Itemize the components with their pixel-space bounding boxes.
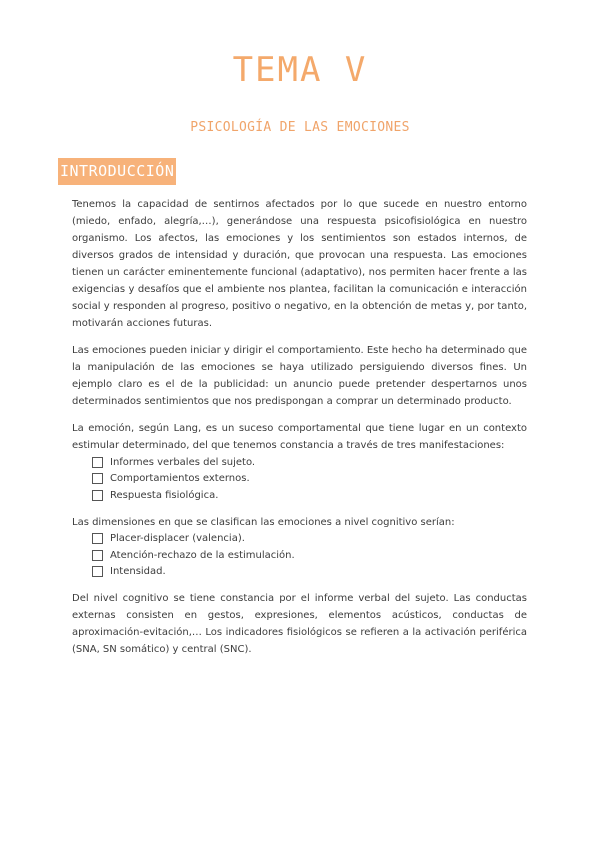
body-content bbox=[72, 196, 527, 658]
list-item bbox=[92, 564, 527, 581]
list-item-label: Comportamientos externos. bbox=[110, 473, 250, 485]
checkbox-icon[interactable] bbox=[92, 566, 103, 577]
page-subtitle: PSICOLOGÍA DE LAS EMOCIONES bbox=[190, 120, 410, 135]
paragraph-dimensions: Las dimensiones en que se clasifican las emociones a nivel cognitivo serían: bbox=[72, 516, 455, 528]
checkbox-icon[interactable] bbox=[92, 533, 103, 544]
list-item-label: Intensidad. bbox=[110, 566, 166, 578]
list-item bbox=[92, 487, 527, 504]
list-item-label: Informes verbales del sujeto. bbox=[110, 456, 256, 468]
manifestations-list bbox=[72, 454, 527, 504]
dimensions-list bbox=[72, 531, 527, 581]
list-item bbox=[92, 471, 527, 488]
checkbox-icon[interactable] bbox=[92, 473, 103, 484]
list-item bbox=[92, 531, 527, 548]
list-item bbox=[92, 547, 527, 564]
list-item-label: Respuesta fisiológica. bbox=[110, 489, 219, 501]
paragraph-levels: Del nivel cognitivo se tiene constancia por el informe verbal del sujeto. Las conductas externas consisten en gestos, expresiones, elementos acústicos, conductas de aproximación-evitación,… Los indicadores fisiológicos se refieren a la activación periférica (SNA, SN somático) y central (SNC). bbox=[72, 593, 527, 655]
list-item-label: Placer-displacer (valencia). bbox=[110, 533, 245, 545]
page-title: TEMA V bbox=[232, 50, 368, 90]
list-item-label: Atención-rechazo de la estimulación. bbox=[110, 549, 295, 561]
checkbox-icon[interactable] bbox=[92, 490, 103, 501]
checkbox-icon[interactable] bbox=[92, 457, 103, 468]
paragraph-manipulation: Las emociones pueden iniciar y dirigir el comportamiento. Este hecho ha determinado que la manipulación de las emociones se haya utilizado persiguiendo diversos fines. Un ejemplo claro es el de la publicidad: un anuncio puede pretender despertarnos unos determinados sentimientos que nos predispongan a comprar un determinado producto. bbox=[72, 345, 527, 407]
checkbox-icon[interactable] bbox=[92, 550, 103, 561]
list-item bbox=[92, 454, 527, 471]
paragraph-lang: La emoción, según Lang, es un suceso comportamental que tiene lugar en un contexto estimular determinado, del que tenemos constancia a través de tres manifestaciones: bbox=[72, 423, 527, 451]
section-heading: INTRODUCCIÓN bbox=[58, 158, 176, 185]
paragraph-intro: Tenemos la capacidad de sentirnos afectados por lo que sucede en nuestro entorno (miedo, enfado, alegría,…), generándose una respuesta psicofisiológica en nuestro organismo. Los afectos, las emociones y los sentimientos son estados internos, de diversos grados de intensidad y duración, que provocan una respuesta. Las emociones tienen un carácter eminentemente funcional (adaptativo), nos permiten hacer frente a las exigencias y desafíos que el ambiente nos plantea, facilitan la comunicación e interacción social y responden al progreso, positivo o negativo, en la obtención de metas y, por tanto, motivarán acciones futuras. bbox=[72, 199, 527, 329]
